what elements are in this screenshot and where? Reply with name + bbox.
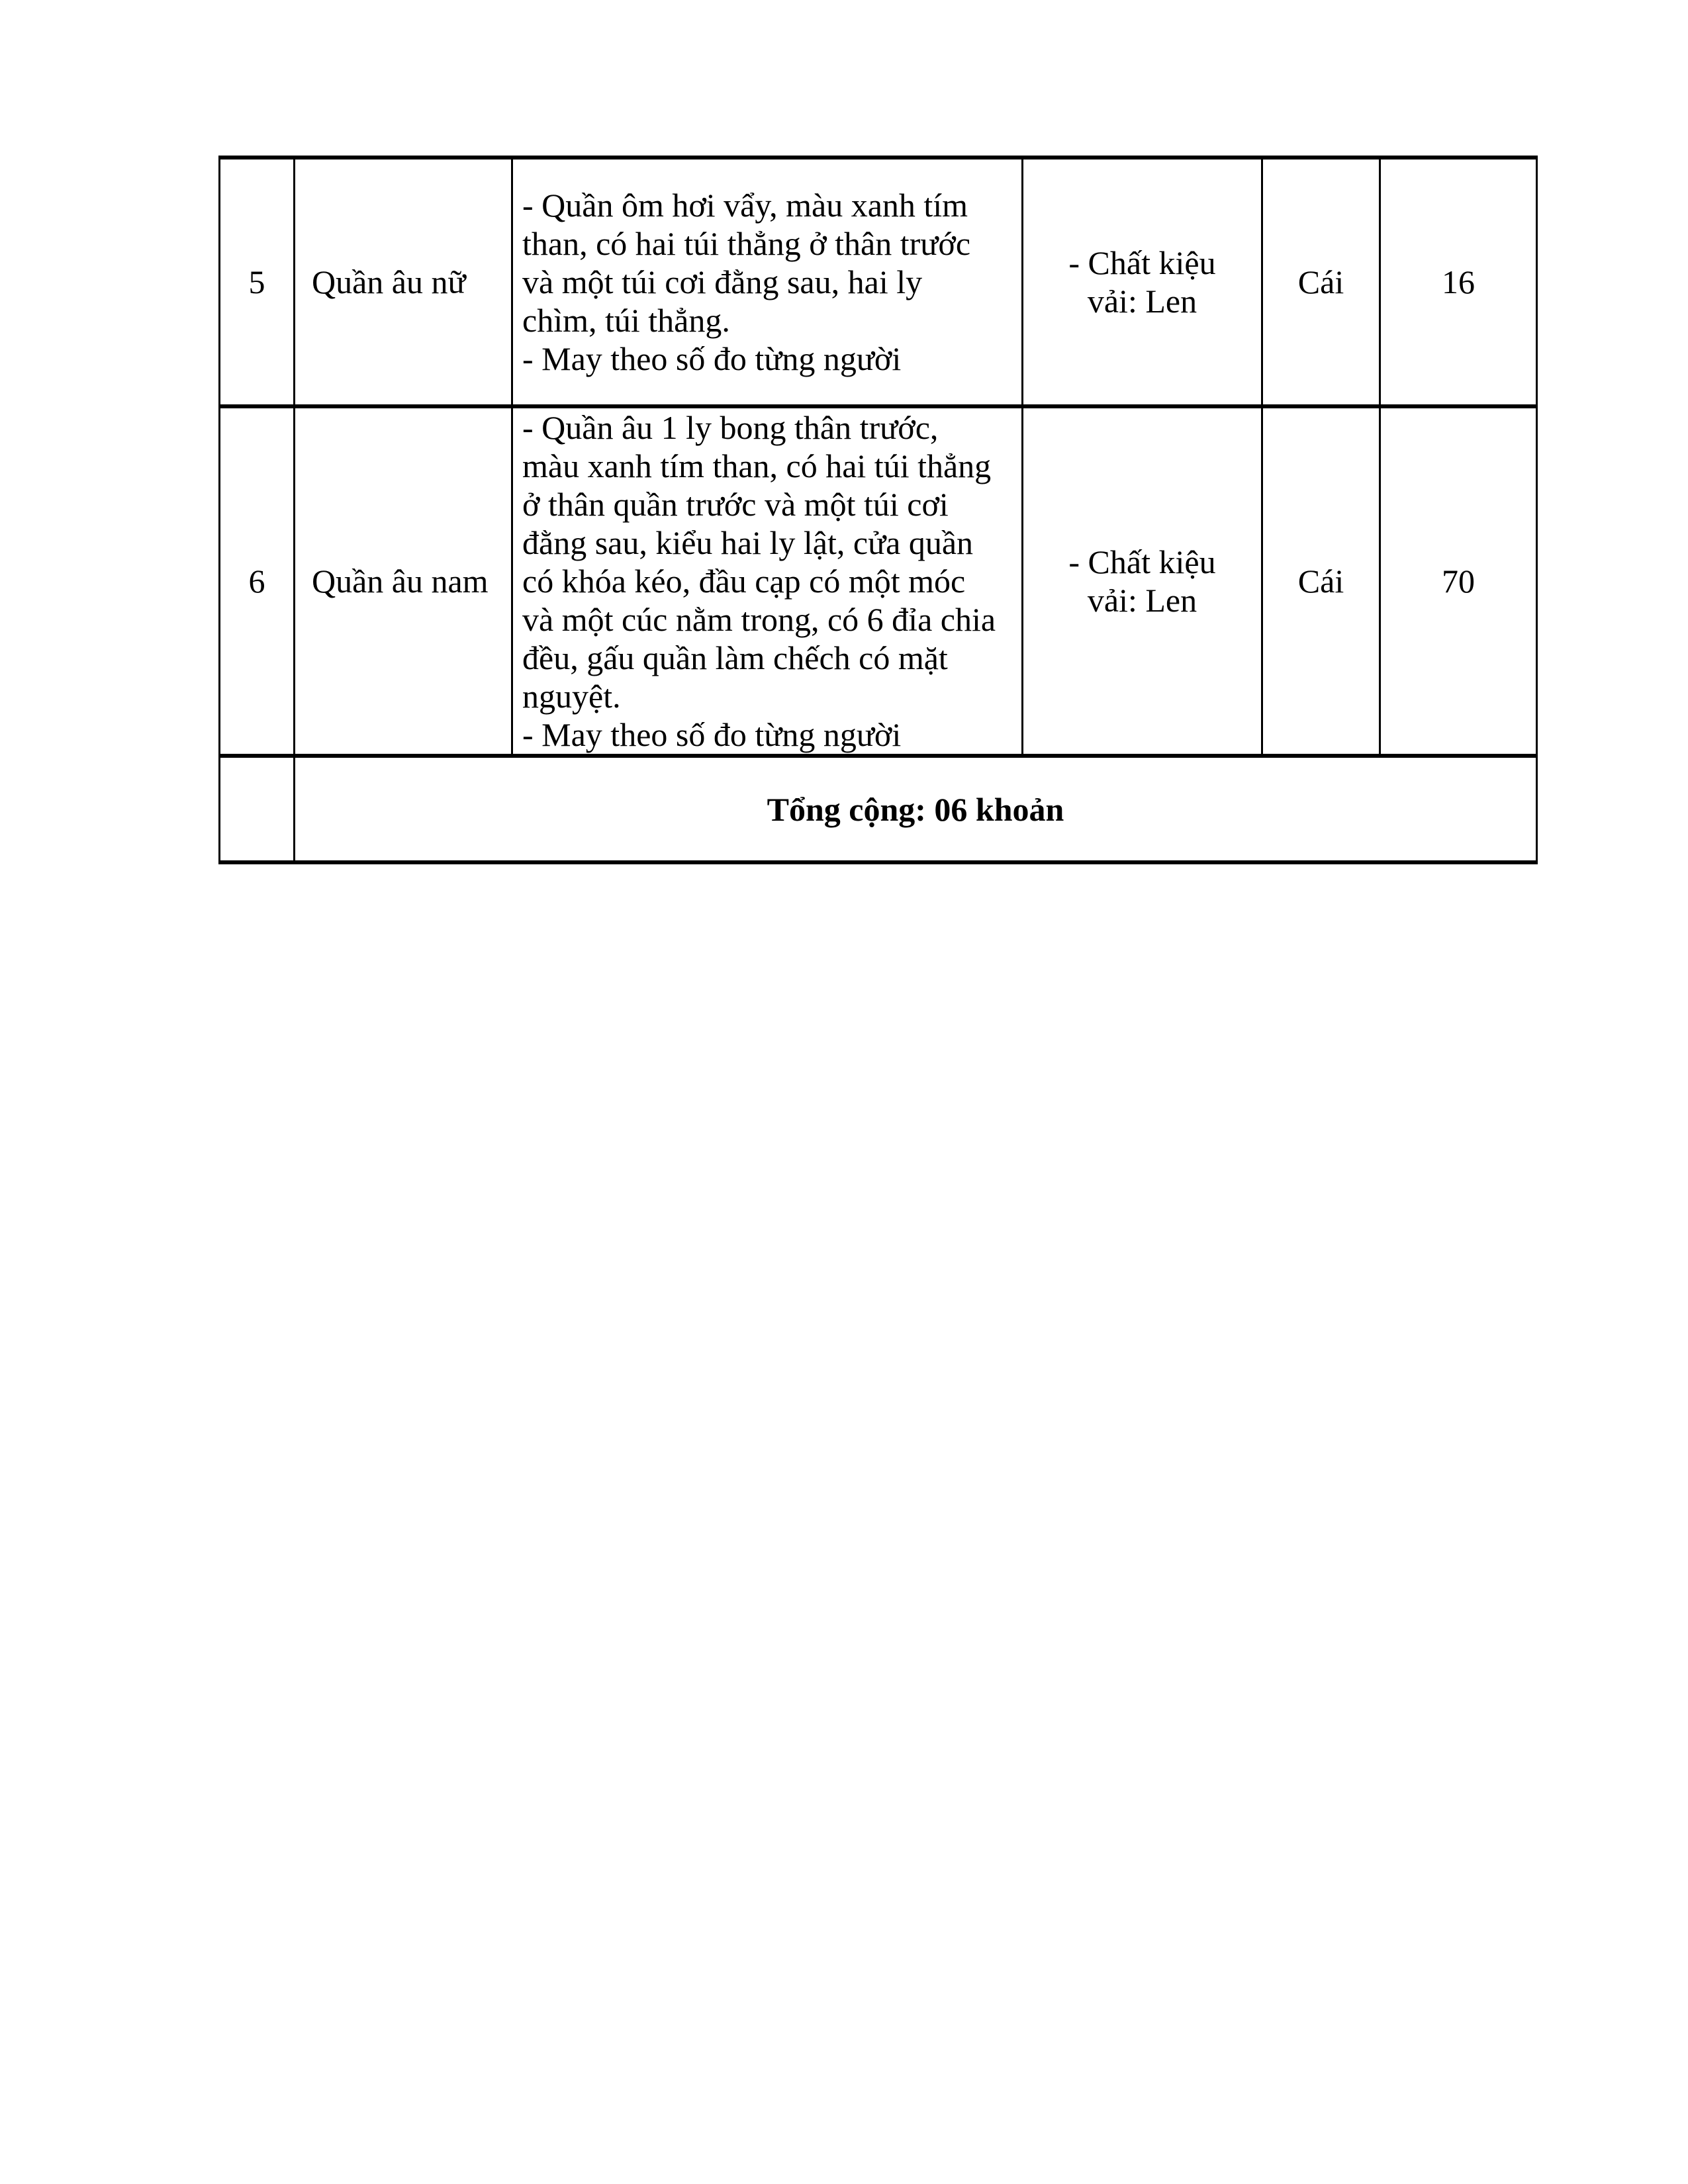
item-name-cell: Quần âu nữ — [295, 158, 512, 406]
table-row — [220, 158, 1537, 406]
stt-cell: 6 — [220, 406, 295, 756]
table-row — [220, 406, 1537, 756]
description-paragraph: - May theo số đo từng người — [522, 716, 902, 753]
unit-cell: Cái — [1262, 406, 1380, 756]
quantity-cell: 70 — [1380, 406, 1537, 756]
total-label: Tổng cộng: 06 khoản — [295, 756, 1537, 862]
description-paragraph: - Quần ôm hơi vẩy, màu xanh tím than, có hai túi thẳng ở thân trước và một túi cơi đằng sau, hai ly chìm, túi thẳng. — [522, 187, 971, 339]
description-paragraph: - Quần âu 1 ly bong thân trước, màu xanh tím than, có hai túi thẳng ở thân quần trước và một túi cơi đằng sau, kiểu hai ly lật, cửa quần có khóa kéo, đầu cạp có một móc và một cúc nằm trong, có 6 đỉa chia đều, gấu quần làm chếch có mặt nguyệt. — [522, 409, 996, 715]
total-row-empty-cell — [220, 756, 295, 862]
material-cell: - Chất kiệu vải: Len — [1023, 158, 1262, 406]
material-cell: - Chất kiệu vải: Len — [1023, 406, 1262, 756]
quantity-cell: 16 — [1380, 158, 1537, 406]
unit-cell: Cái — [1262, 158, 1380, 406]
description-cell — [512, 406, 1023, 756]
items-table — [218, 156, 1538, 864]
description-paragraph: - May theo số đo từng người — [522, 340, 902, 377]
total-row — [220, 756, 1537, 862]
stt-cell: 5 — [220, 158, 295, 406]
description-cell — [512, 158, 1023, 406]
item-name-cell: Quần âu nam — [295, 406, 512, 756]
